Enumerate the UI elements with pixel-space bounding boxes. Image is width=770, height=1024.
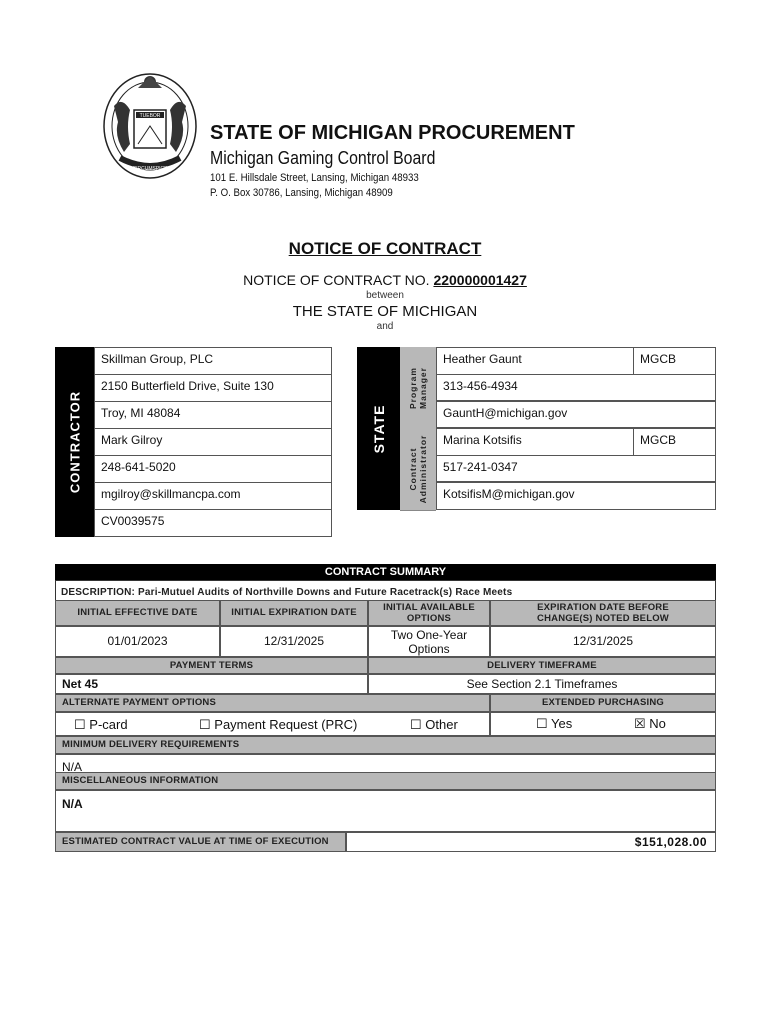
misc-info-label: MISCELLANEOUS INFORMATION: [55, 772, 716, 790]
pcard-label: P-card: [89, 717, 128, 732]
contract-summary-heading: CONTRACT SUMMARY: [55, 564, 716, 580]
col-options-line2: OPTIONS: [406, 613, 452, 624]
min-delivery-value: N/A: [55, 754, 716, 772]
prc-option[interactable]: [199, 717, 357, 733]
no-checkbox[interactable]: ☒: [634, 716, 646, 731]
ca-name: Marina Kotsifis: [436, 428, 634, 456]
col-expiration-before-change: [490, 600, 716, 626]
pm-phone: 313-456-4934: [436, 374, 716, 401]
expiration-before-change-date: 12/31/2025: [490, 626, 716, 657]
contractor-email: mgilroy@skillmancpa.com: [94, 483, 332, 510]
contractor-phone: 248-641-5020: [94, 456, 332, 483]
pm-agency: MGCB: [634, 347, 716, 375]
delivery-timeframe: See Section 2.1 Timeframes: [368, 674, 716, 694]
yes-option[interactable]: [536, 716, 572, 732]
state-label: STATE: [370, 404, 387, 453]
options-line2: Options: [408, 642, 450, 656]
contractor-vendor-id: CV0039575: [94, 510, 332, 537]
and-text: and: [376, 321, 394, 332]
program-manager-block: [400, 347, 436, 429]
misc-info-value: N/A: [55, 790, 716, 832]
contract-admin-block: [400, 428, 436, 511]
ca-phone: 517-241-0347: [436, 455, 716, 482]
extended-purchasing-options: [490, 712, 716, 736]
prc-checkbox[interactable]: ☐: [199, 717, 211, 732]
options-line1: Two One-Year: [390, 628, 468, 642]
estimated-value: $151,028.00: [346, 832, 716, 852]
pcard-checkbox[interactable]: ☐: [74, 717, 86, 732]
other-option[interactable]: [410, 717, 458, 733]
yes-checkbox[interactable]: ☐: [536, 716, 548, 731]
ca-agency: MGCB: [634, 428, 716, 456]
contractor-city: Troy, MI 48084: [94, 402, 332, 429]
contractor-address: 2150 Butterfield Drive, Suite 130: [94, 375, 332, 402]
state-party: THE STATE OF MICHIGAN: [292, 303, 478, 320]
other-label: Other: [425, 717, 458, 732]
contract-number-line: [0, 272, 770, 288]
agency-name: Michigan Gaming Control Board: [210, 148, 436, 168]
other-checkbox[interactable]: ☐: [410, 717, 422, 732]
contractor-sidebar: [55, 347, 94, 537]
payment-terms: Net 45: [55, 674, 368, 694]
alternate-payment-label: ALTERNATE PAYMENT OPTIONS: [55, 694, 490, 712]
col-exp-before-line2: CHANGE(S) NOTED BELOW: [537, 613, 669, 624]
contract-number: 220000001427: [433, 272, 527, 288]
effective-date: 01/01/2023: [55, 626, 220, 657]
contract-number-prefix: NOTICE OF CONTRACT NO.: [243, 272, 430, 288]
col-options-line1: INITIAL AVAILABLE: [383, 602, 475, 613]
delivery-timeframe-label: DELIVERY TIMEFRAME: [368, 657, 716, 674]
extended-purchasing-label: EXTENDED PURCHASING: [490, 694, 716, 712]
col-effective-date: INITIAL EFFECTIVE DATE: [55, 600, 220, 626]
between-text: between: [366, 290, 404, 301]
contractor-contact: Mark Gilroy: [94, 429, 332, 456]
state-sidebar: [357, 347, 400, 510]
address-line-2: P. O. Box 30786, Lansing, Michigan 48909: [210, 187, 393, 199]
pcard-option[interactable]: [74, 717, 128, 733]
no-label: No: [649, 716, 666, 731]
svg-text:CIRCUMSPICE: CIRCUMSPICE: [132, 166, 168, 172]
contractor-company: Skillman Group, PLC: [94, 347, 332, 375]
page-title: STATE OF MICHIGAN PROCUREMENT: [210, 122, 575, 144]
michigan-seal-logo: [100, 66, 200, 184]
payment-terms-label: PAYMENT TERMS: [55, 657, 368, 674]
prc-label: Payment Request (PRC): [214, 717, 358, 732]
svg-text:TUEBOR: TUEBOR: [139, 113, 161, 119]
available-options: [368, 626, 490, 657]
col-expiration-date: INITIAL EXPIRATION DATE: [220, 600, 368, 626]
col-exp-before-line1: EXPIRATION DATE BEFORE: [537, 602, 669, 613]
min-delivery-label: MINIMUM DELIVERY REQUIREMENTS: [55, 736, 716, 754]
address-line-1: 101 E. Hillsdale Street, Lansing, Michigan 48933: [210, 172, 419, 184]
expiration-date: 12/31/2025: [220, 626, 368, 657]
ca-email: KotsifisM@michigan.gov: [436, 482, 716, 510]
no-option[interactable]: [634, 716, 666, 732]
program-manager-label: Program Manager: [408, 366, 428, 409]
contractor-label: CONTRACTOR: [67, 390, 82, 494]
notice-heading: NOTICE OF CONTRACT: [288, 239, 482, 258]
col-available-options: [368, 600, 490, 626]
contract-description: DESCRIPTION: Pari-Mutuel Audits of Northville Downs and Future Racetrack(s) Race Meets: [61, 587, 513, 598]
yes-label: Yes: [551, 716, 573, 731]
pm-email: GauntH@michigan.gov: [436, 401, 716, 428]
estimated-value-label: ESTIMATED CONTRACT VALUE AT TIME OF EXECUTION: [55, 832, 346, 852]
contractor-info: [94, 347, 332, 537]
pm-name: Heather Gaunt: [436, 347, 634, 375]
contract-admin-label: Contract Administrator: [408, 434, 428, 504]
